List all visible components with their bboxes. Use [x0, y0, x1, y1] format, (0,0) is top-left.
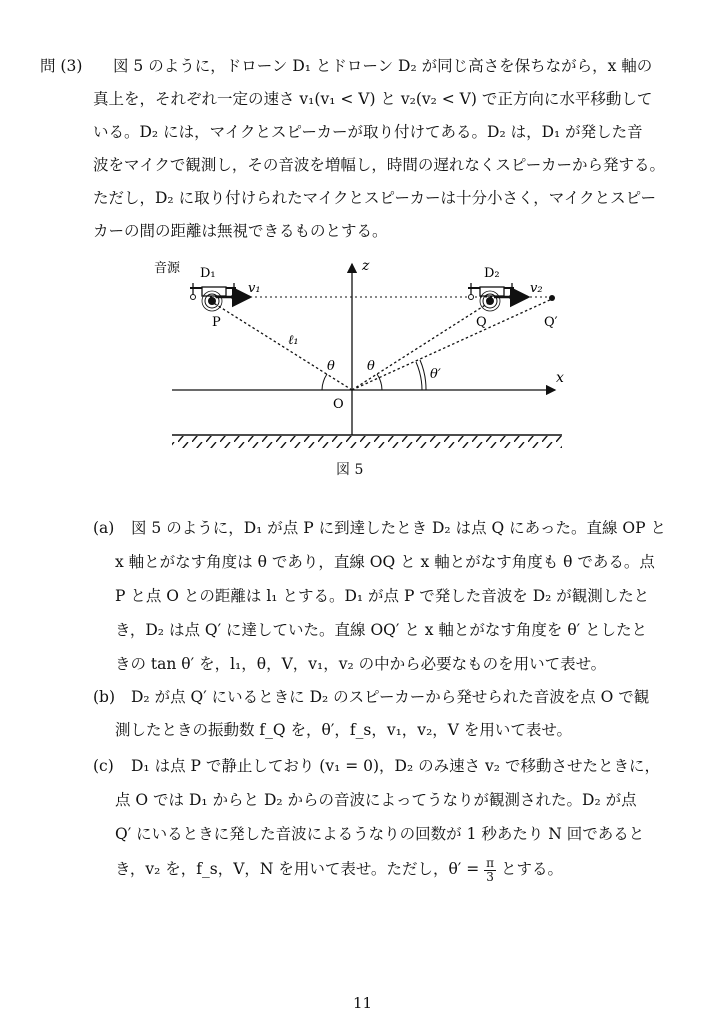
problem-label: 問 (3) [40, 57, 83, 75]
part-a-line-2: x 軸とがなす角度は θ であり，直線 OQ と x 軸とがなす角度も θ である。点 [115, 553, 655, 571]
fraction-pi-over-3 [484, 857, 496, 884]
part-b-line-1: D₂ が点 Q′ にいるときに D₂ のスピーカーから発せられた音波を点 O で観 [131, 688, 650, 706]
label-v1: v₁ [248, 281, 261, 296]
line-OQprime [352, 299, 552, 390]
label-v2: v₂ [530, 281, 543, 296]
label-source: 音源 [154, 261, 181, 276]
theta-prime-arc-1 [416, 362, 422, 390]
part-c-line-2: 点 O では D₁ からと D₂ からの音波によってうなりが観測された。D₂ が点 [115, 791, 637, 809]
part-c-line-4 [115, 854, 563, 884]
theta-prime-arc-2 [420, 360, 426, 390]
intro-line-1: 図 5 のように，ドローン D₁ とドローン D₂ が同じ高さを保ちながら，x 軸の [113, 57, 653, 75]
part-c-line-3: Q′ にいるときに発した音波によるうなりの回数が 1 秒あたり N 回であると [115, 825, 645, 843]
label-x: x [556, 370, 564, 386]
label-Q: Q [476, 315, 487, 330]
intro-line-2: 真上を，それぞれ一定の速さ v₁(v₁ < V) と v₂(v₂ < V) で正方向に水平移動して [93, 90, 653, 108]
label-d1: D₁ [200, 266, 216, 281]
intro-line-4: 波をマイクで観測し，その音波を増幅し，時間の遅れなくスピーカーから発する。 [93, 156, 665, 174]
intro-line-6: カーの間の距離は無視できるものとする。 [93, 222, 388, 240]
line-OP [212, 302, 352, 390]
ground [172, 435, 562, 448]
label-Qprime: Q′ [544, 315, 558, 330]
part-c-line-4-prefix: き，v₂ を，f_s，V，N を用いて表せ。ただし，θ′ = [115, 860, 480, 878]
theta-left-arc [322, 374, 327, 390]
part-c-label: (c) [93, 757, 114, 775]
intro-line-5: ただし，D₂ に取り付けられたマイクとスピーカーは十分小さく，マイクとスピー [93, 189, 656, 207]
label-theta-right: θ [367, 359, 375, 374]
part-a-line-4: き，D₂ は点 Q′ に達していた。直線 OQ′ と x 軸とがなす角度を θ′ としたと [115, 621, 648, 639]
point-Qprime [549, 295, 555, 301]
label-theta-left: θ [327, 359, 335, 374]
part-c-line-1: D₁ は点 P で静止しており (v₁ = 0)，D₂ のみ速さ v₂ で移動させたときに， [131, 757, 660, 775]
fraction-denominator: 3 [486, 869, 494, 884]
label-O: O [333, 397, 344, 412]
page-number: 11 [352, 994, 373, 1012]
figure-caption: 図 5 [336, 462, 364, 478]
part-a-line-5: きの tan θ′ を，l₁，θ，V，v₁，v₂ の中から必要なものを用いて表せ。 [115, 655, 607, 673]
fraction-numerator: π [486, 855, 495, 870]
label-d2: D₂ [484, 266, 500, 281]
part-a-label: (a) [93, 519, 115, 537]
part-b-label: (b) [93, 688, 116, 706]
figure-5-diagram [150, 250, 580, 490]
label-theta-prime: θ′ [430, 367, 441, 382]
part-a-line-3: P と点 O との距離は l₁ とする。D₁ が点 P で発した音波を D₂ が観測したと [115, 587, 650, 605]
part-c-line-4-suffix: とする。 [500, 860, 563, 878]
intro-line-3: いる。D₂ には，マイクとスピーカーが取り付けてある。D₂ は，D₁ が発した音 [93, 123, 643, 141]
part-b-line-2: 測したときの振動数 f_Q を，θ′，f_s，v₁，v₂，V を用いて表せ。 [115, 721, 572, 739]
label-l1: ℓ₁ [288, 333, 299, 348]
label-P: P [212, 315, 221, 330]
label-z: z [362, 258, 370, 274]
part-a-line-1: 図 5 のように，D₁ が点 P に到達したとき D₂ は点 Q にあった。直線 OP と [131, 519, 666, 537]
